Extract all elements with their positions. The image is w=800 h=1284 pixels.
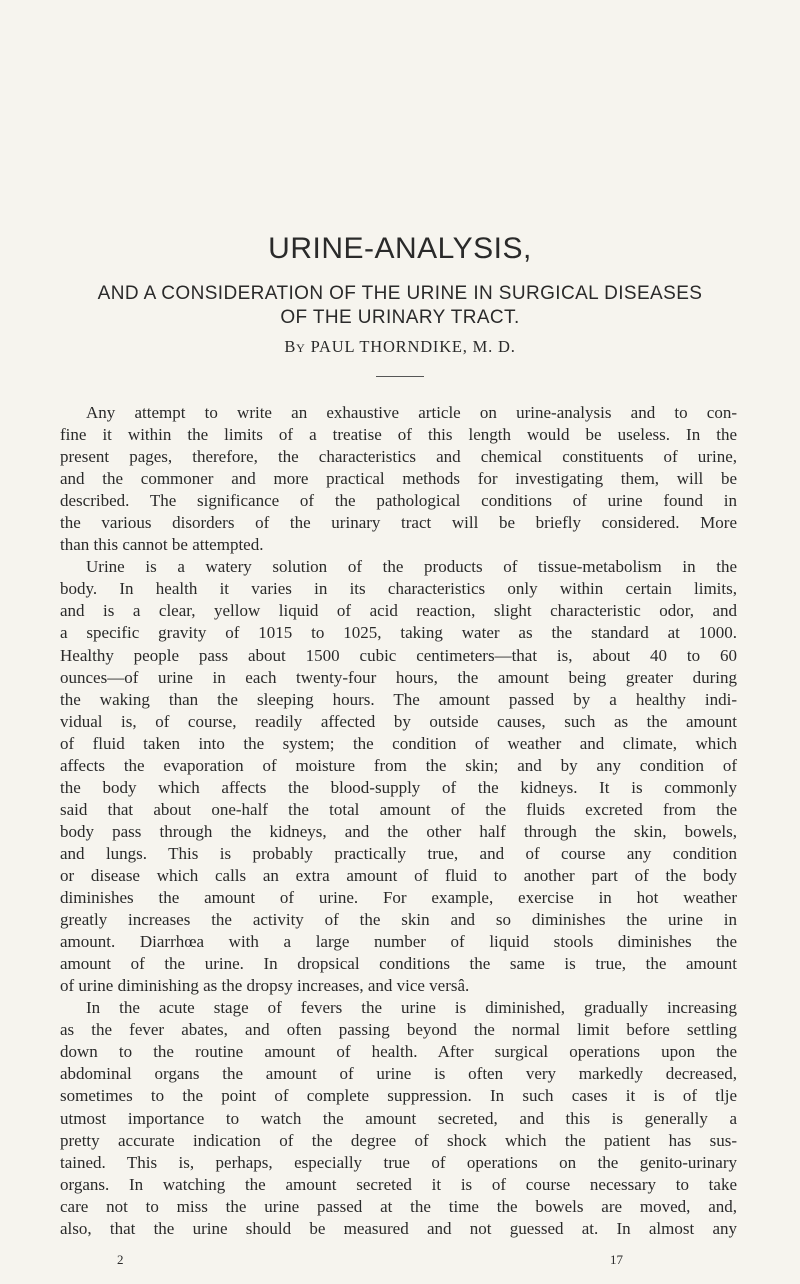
- page-number: 17: [610, 1252, 623, 1267]
- body-line: of fluid taken into the system; the condition of weather and climate, which: [60, 733, 737, 753]
- subtitle-line-1: AND A CONSIDERATION OF THE URINE IN SURGICAL DISEASES: [97, 283, 703, 304]
- article-title: URINE-ANALYSIS,: [268, 232, 532, 265]
- article-body: [60, 402, 737, 1240]
- subtitle-line-2: OF THE URINARY TRACT.: [280, 307, 520, 328]
- body-line: a specific gravity of 1015 to 1025, taking water as the standard at 1000.: [60, 623, 737, 643]
- body-line: described. The significance of the pathological conditions of urine found in: [60, 491, 737, 511]
- body-line: present pages, therefore, the characteristics and chemical constituents of urine,: [60, 447, 737, 467]
- body-line: as the fever abates, and often passing beyond the normal limit before settling: [60, 1020, 737, 1040]
- author-byline: [0, 337, 800, 357]
- body-line: In the acute stage of fevers the urine is diminished, gradually increasing: [86, 998, 737, 1018]
- body-line: affects the evaporation of moisture from the skin; and by any condition of: [60, 755, 737, 775]
- body-line: body. In health it varies in its characteristics only within certain limits,: [60, 579, 737, 599]
- body-line: care not to miss the urine passed at the time the bowels are moved, and,: [60, 1196, 737, 1216]
- body-line: vidual is, of course, readily affected by outside causes, such as the amount: [60, 711, 737, 731]
- body-line: fine it within the limits of a treatise of this length would be useless. In the: [60, 425, 737, 445]
- body-line: the various disorders of the urinary tract will be briefly considered. More: [60, 513, 737, 533]
- author-name: PAUL THORNDIKE, M. D.: [310, 337, 516, 356]
- body-line: organs. In watching the amount secreted it is of course necessary to take: [60, 1174, 737, 1194]
- body-line: and lungs. This is probably practically true, and of course any condition: [60, 843, 737, 863]
- body-line: or disease which calls an extra amount of fluid to another part of the body: [60, 865, 737, 885]
- body-line: the waking than the sleeping hours. The amount passed by a healthy indi-: [60, 689, 737, 709]
- body-line: Any attempt to write an exhaustive article on urine-analysis and to con-: [86, 403, 737, 422]
- byline-prefix: By: [284, 337, 306, 356]
- body-line: Urine is a watery solution of the products of tissue-metabolism in the: [86, 557, 737, 577]
- body-line: sometimes to the point of complete suppression. In such cases it is of tlje: [60, 1086, 737, 1106]
- body-line: of urine diminishing as the dropsy increases, and vice versâ.: [60, 976, 470, 996]
- article-subtitle: [0, 282, 800, 330]
- body-line: abdominal organs the amount of urine is often very markedly decreased,: [60, 1064, 737, 1084]
- section-divider: [376, 376, 424, 377]
- body-line: than this cannot be attempted.: [60, 535, 264, 555]
- body-line: amount. Diarrhœa with a large number of liquid stools diminishes the: [60, 932, 737, 952]
- body-line: and is a clear, yellow liquid of acid reaction, slight characteristic odor, and: [60, 601, 737, 621]
- body-line: the body which affects the blood-supply of the kidneys. It is commonly: [60, 777, 737, 797]
- body-line: Healthy people pass about 1500 cubic centimeters—that is, about 40 to 60: [60, 645, 737, 665]
- body-line: down to the routine amount of health. After surgical operations upon the: [60, 1042, 737, 1062]
- body-line: also, that the urine should be measured and not guessed at. In almost any: [60, 1218, 737, 1238]
- body-line: tained. This is, perhaps, especially true of operations on the genito-urinary: [60, 1152, 737, 1172]
- signature-mark: 2: [117, 1252, 124, 1267]
- body-line: diminishes the amount of urine. For example, exercise in hot weather: [60, 888, 737, 908]
- body-line: body pass through the kidneys, and the other half through the skin, bowels,: [60, 821, 737, 841]
- body-line: ounces—of urine in each twenty-four hours, the amount being greater during: [60, 667, 737, 687]
- body-line: utmost importance to watch the amount secreted, and this is generally a: [60, 1108, 737, 1128]
- body-line: and the commoner and more practical methods for investigating them, will be: [60, 469, 737, 489]
- body-line: greatly increases the activity of the skin and so diminishes the urine in: [60, 910, 737, 930]
- body-line: pretty accurate indication of the degree of shock which the patient has sus-: [60, 1130, 737, 1150]
- body-line: said that about one-half the total amount of the fluids excreted from the: [60, 799, 737, 819]
- body-line: amount of the urine. In dropsical conditions the same is true, the amount: [60, 954, 737, 974]
